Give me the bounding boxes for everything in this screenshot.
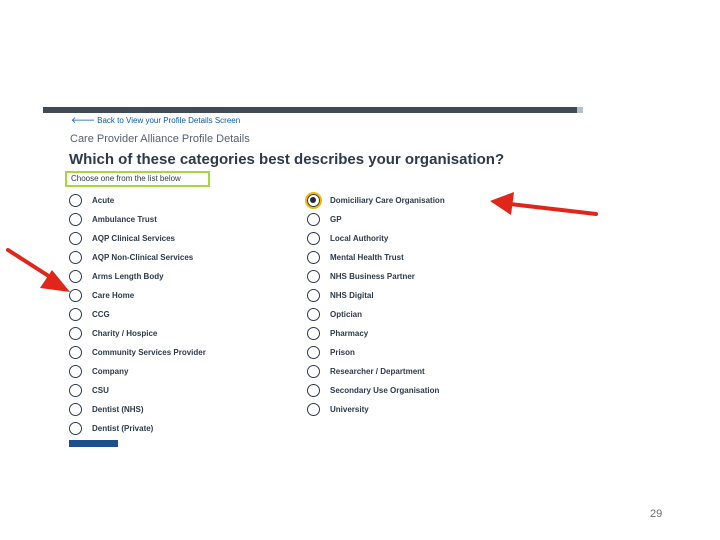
radio-button-selected[interactable] [307, 194, 320, 207]
continue-button[interactable] [69, 440, 118, 447]
radio-button[interactable] [307, 289, 320, 302]
radio-button[interactable] [69, 384, 82, 397]
radio-option-prison[interactable] [307, 343, 445, 362]
radio-button[interactable] [307, 346, 320, 359]
option-label: Community Services Provider [92, 348, 206, 357]
option-label: Dentist (NHS) [92, 405, 144, 414]
radio-button[interactable] [69, 232, 82, 245]
radio-option-ambulance-trust[interactable] [69, 210, 206, 229]
radio-button[interactable] [69, 346, 82, 359]
top-bar-accent [577, 107, 583, 113]
radio-option-care-home[interactable] [69, 286, 206, 305]
radio-option-dentist-nhs[interactable] [69, 400, 206, 419]
option-label: AQP Clinical Services [92, 234, 176, 243]
option-label: GP [330, 215, 342, 224]
hint-text: Choose one from the list below [65, 171, 210, 187]
option-label: CCG [92, 310, 110, 319]
option-label: Company [92, 367, 129, 376]
screenshot-panel [43, 107, 583, 447]
options-right-column [307, 191, 445, 419]
radio-button[interactable] [307, 213, 320, 226]
radio-button[interactable] [69, 289, 82, 302]
radio-option-dentist-private[interactable] [69, 419, 206, 438]
option-label: Care Home [92, 291, 135, 300]
page-number: 29 [650, 508, 663, 520]
option-label: Secondary Use Organisation [330, 386, 440, 395]
radio-option-local-authority[interactable] [307, 229, 445, 248]
option-label: Dentist (Private) [92, 424, 154, 433]
radio-option-domiciliary-care[interactable] [307, 191, 445, 210]
radio-button[interactable] [307, 384, 320, 397]
radio-button[interactable] [307, 232, 320, 245]
page-title: Which of these categories best describes your organisation? [69, 151, 505, 168]
radio-option-acute[interactable] [69, 191, 206, 210]
option-label: NHS Business Partner [330, 272, 415, 281]
option-label: University [330, 405, 369, 414]
option-label: AQP Non-Clinical Services [92, 253, 194, 262]
back-link[interactable] [71, 115, 240, 126]
radio-option-csu[interactable] [69, 381, 206, 400]
radio-option-community-services[interactable] [69, 343, 206, 362]
radio-option-pharmacy[interactable] [307, 324, 445, 343]
option-label: Domiciliary Care Organisation [330, 196, 445, 205]
radio-button[interactable] [307, 270, 320, 283]
radio-option-arms-length-body[interactable] [69, 267, 206, 286]
breadcrumb: Care Provider Alliance Profile Details [70, 133, 250, 145]
back-link-label: Back to View your Profile Details Screen [97, 116, 241, 125]
radio-button[interactable] [307, 251, 320, 264]
option-label: Ambulance Trust [92, 215, 157, 224]
options-left-column [69, 191, 206, 438]
radio-option-nhs-digital[interactable] [307, 286, 445, 305]
radio-button[interactable] [307, 365, 320, 378]
option-label: Acute [92, 196, 115, 205]
option-label: Researcher / Department [330, 367, 425, 376]
radio-option-ccg[interactable] [69, 305, 206, 324]
option-label: Local Authority [330, 234, 389, 243]
option-label: CSU [92, 386, 109, 395]
radio-option-company[interactable] [69, 362, 206, 381]
radio-button[interactable] [69, 270, 82, 283]
radio-button[interactable] [307, 308, 320, 321]
radio-option-optician[interactable] [307, 305, 445, 324]
option-label: Charity / Hospice [92, 329, 158, 338]
radio-button[interactable] [307, 403, 320, 416]
radio-button[interactable] [69, 308, 82, 321]
top-bar [43, 107, 583, 113]
radio-option-secondary-use[interactable] [307, 381, 445, 400]
radio-option-gp[interactable] [307, 210, 445, 229]
radio-option-charity-hospice[interactable] [69, 324, 206, 343]
radio-button[interactable] [69, 422, 82, 435]
option-label: Pharmacy [330, 329, 369, 338]
radio-button[interactable] [69, 213, 82, 226]
radio-button[interactable] [307, 327, 320, 340]
option-label: Prison [330, 348, 355, 357]
radio-option-university[interactable] [307, 400, 445, 419]
option-label: Arms Length Body [92, 272, 164, 281]
radio-option-aqp-non-clinical[interactable] [69, 248, 206, 267]
radio-button[interactable] [69, 251, 82, 264]
arrow-left-icon: 🡐 [71, 115, 96, 125]
option-label: Mental Health Trust [330, 253, 404, 262]
option-label: Optician [330, 310, 363, 319]
radio-option-researcher[interactable] [307, 362, 445, 381]
radio-option-mental-health-trust[interactable] [307, 248, 445, 267]
radio-button[interactable] [69, 194, 82, 207]
radio-button[interactable] [69, 327, 82, 340]
radio-button[interactable] [69, 365, 82, 378]
radio-button[interactable] [69, 403, 82, 416]
radio-option-aqp-clinical[interactable] [69, 229, 206, 248]
radio-option-nhs-business-partner[interactable] [307, 267, 445, 286]
option-label: NHS Digital [330, 291, 374, 300]
